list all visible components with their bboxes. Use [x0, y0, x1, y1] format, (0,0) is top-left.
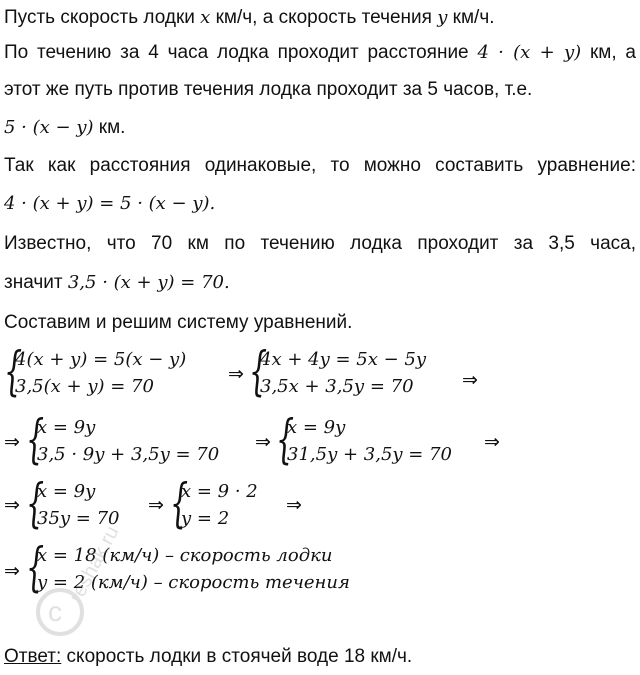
implies-arrow: ⇒	[4, 560, 20, 582]
text-line-8	[4, 271, 230, 295]
math-var-x: x	[200, 7, 211, 28]
text-fragment: Пусть скорость лодки	[4, 7, 201, 28]
system-row: 3,5(x + y) = 70	[15, 376, 154, 397]
math-equation: 4 · (x + y) = 5 · (x − y).	[4, 193, 216, 214]
text-line-5	[4, 154, 636, 178]
svg-text:c: c	[48, 596, 62, 627]
implies-arrow: ⇒	[484, 431, 500, 453]
watermark-text: reshak.ru	[64, 522, 124, 607]
text-line-1	[4, 6, 495, 30]
brace-icon: {	[26, 410, 45, 470]
system-row: 31,5y + 3,5y = 70	[287, 444, 452, 465]
text-fragment: км.	[93, 117, 126, 138]
system-row: 3,5x + 3,5y = 70	[260, 376, 414, 397]
brace-icon: {	[26, 474, 45, 534]
text-fragment: Так как расстояния одинаковые, то можно составить уравнение:	[4, 155, 636, 176]
system-row: 35y = 70	[37, 508, 120, 529]
math-var-y: y	[437, 7, 448, 28]
implies-arrow: ⇒	[462, 369, 478, 391]
system-row: 3,5 · 9y + 3,5y = 70	[37, 444, 220, 465]
brace-icon: {	[4, 342, 23, 402]
system-4	[276, 410, 476, 470]
system-1	[4, 342, 244, 402]
answer-text: скорость лодки в стоячей воде 18 км/ч.	[61, 646, 413, 667]
text-fragment: км/ч.	[447, 7, 495, 28]
system-2	[249, 342, 459, 402]
math-expr: 5 · (x − y)	[4, 117, 94, 138]
text-fragment: значит	[4, 272, 68, 293]
text-fragment: Составим и решим систему уравнений.	[4, 312, 353, 333]
system-row: 4x + 4y = 5x − 5y	[260, 349, 427, 370]
text-line-3	[4, 78, 532, 102]
implies-arrow: ⇒	[148, 494, 164, 516]
brace-icon: {	[170, 474, 189, 534]
system-row: 4(x + y) = 5(x − y)	[15, 349, 187, 370]
text-line-7	[4, 232, 636, 256]
brace-icon: {	[276, 410, 295, 470]
math-equation: 3,5 · (x + y) = 70.	[67, 272, 230, 293]
text-fragment: Известно, что 70 км по течению лодка проходит за 3,5 часа,	[4, 233, 636, 254]
implies-arrow: ⇒	[255, 431, 271, 453]
system-row: x = 18 (км/ч) – скорость лодки	[37, 545, 333, 566]
system-6	[170, 474, 280, 534]
brace-icon: {	[26, 538, 45, 598]
system-row: x = 9y	[37, 417, 96, 438]
text-line-2	[4, 41, 636, 65]
math-expr: 4 · (x + y)	[477, 42, 582, 63]
implies-arrow: ⇒	[286, 494, 302, 516]
system-3	[26, 410, 246, 470]
text-fragment: этот же путь против течения лодка проходит за 5 часов, т.е.	[4, 79, 533, 100]
system-5	[26, 474, 146, 534]
implies-arrow: ⇒	[228, 363, 244, 385]
answer-label: Ответ:	[4, 646, 62, 667]
system-row: x = 9 · 2	[181, 481, 258, 502]
system-row: y = 2	[181, 508, 230, 529]
implies-arrow: ⇒	[4, 431, 20, 453]
system-row: x = 9y	[37, 481, 96, 502]
implies-arrow: ⇒	[4, 494, 20, 516]
brace-icon: {	[249, 342, 268, 402]
text-line-9	[4, 311, 352, 335]
text-fragment: По течению за 4 часа лодка проходит расстояние	[4, 42, 478, 63]
system-row: x = 9y	[287, 417, 346, 438]
answer-line	[4, 645, 412, 669]
system-7	[26, 538, 406, 598]
equation-line	[4, 192, 215, 216]
text-fragment: км/ч, а скорость течения	[210, 7, 438, 28]
system-row: y = 2 (км/ч) – скорость течения	[37, 572, 350, 593]
text-fragment: км, а	[581, 42, 637, 63]
text-line-4	[4, 116, 125, 140]
